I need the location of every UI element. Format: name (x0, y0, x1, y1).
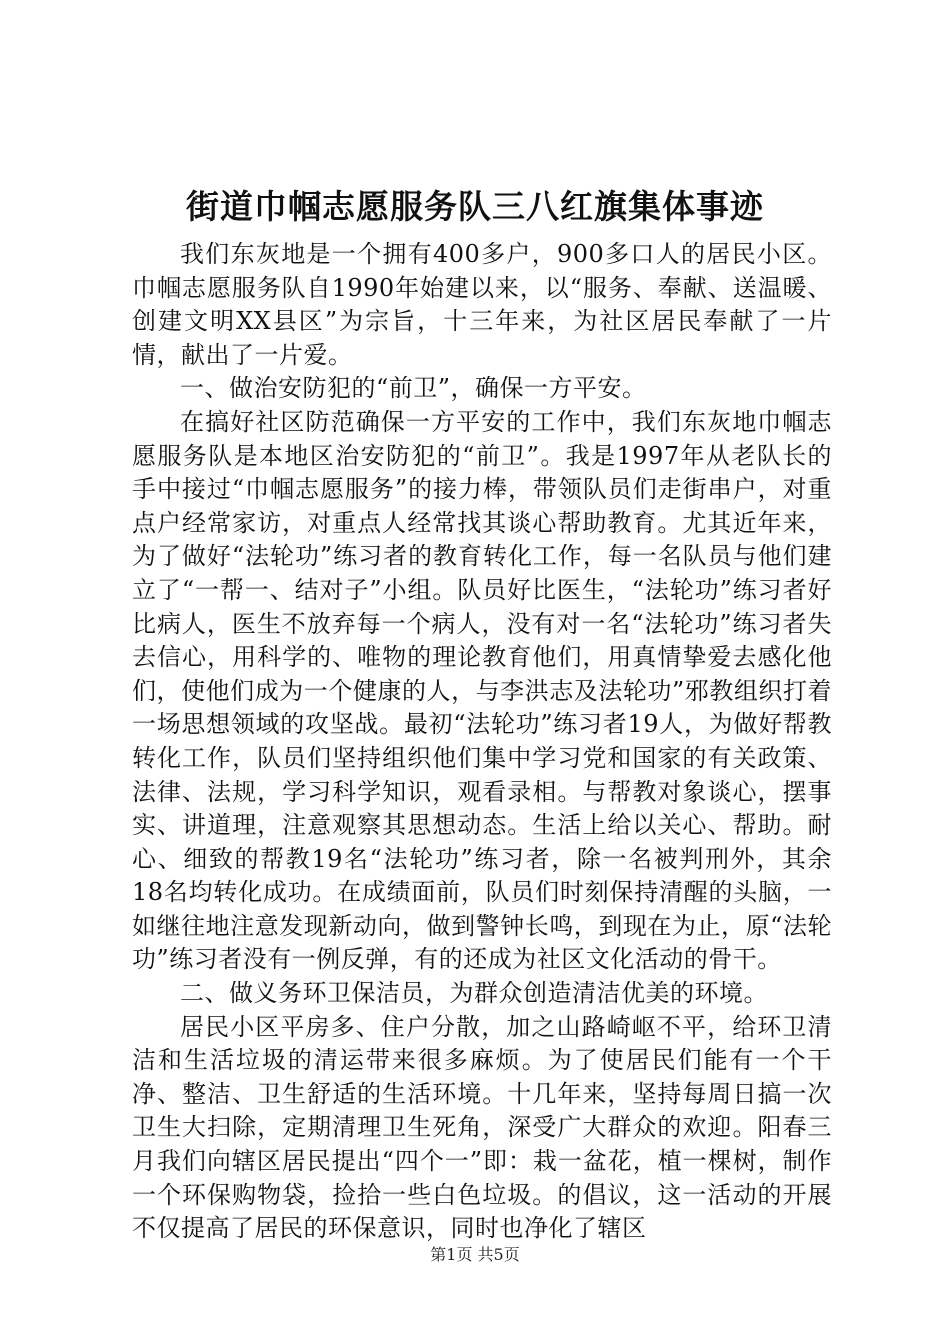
document-body (132, 238, 832, 1246)
paragraph-security: 在搞好社区防范确保一方平安的工作中，我们东灰地巾帼志愿服务队是本地区治安防犯的“前卫”。我是1997年从老队长的手中接过“巾帼志愿服务”的接力棒，带领队员们走街串户，对重点户经常家访，对重点人经常找其谈心帮助教育。尤其近年来，为了做好“法轮功”练习者的教育转化工作，每一名队员与他们建立了“一帮一、结对子”小组。队员好比医生，“法轮功”练习者好比病人，医生不放弃每一个病人，没有对一名“法轮功”练习者失去信心，用科学的、唯物的理论教育他们，用真情挚爱去感化他们，使他们成为一个健康的人，与李洪志及法轮功”邪教组织打着一场思想领域的攻坚战。最初“法轮功”练习者19人，为做好帮教转化工作，队员们坚持组织他们集中学习党和国家的有关政策、法律、法规，学习科学知识，观看录相。与帮教对象谈心，摆事实、讲道理，注意观察其思想动态。生活上给以关心、帮助。耐心、细致的帮教19名“法轮功”练习者，除一名被判刑外，其余18名均转化成功。在成绩面前，队员们时刻保持清醒的头脑，一如继往地注意发现新动向，做到警钟长鸣，到现在为止，原“法轮功”练习者没有一例反弹，有的还成为社区文化活动的骨干。 (132, 407, 832, 974)
paragraph-intro: 我们东灰地是一个拥有400多户，900多口人的居民小区。巾帼志愿服务队自1990年始建以来，以“服务、奉献、送温暖、创建文明XX县区”为宗旨，十三年来，为社区居民奉献了一片情，献出了一片爱。 (132, 240, 832, 369)
paragraph-sanitation: 居民小区平房多、住户分散，加之山路崎岖不平，给环卫清洁和生活垃圾的清运带来很多麻烦。为了使居民们能有一个干净、整洁、卫生舒适的生活环境。十几年来，坚持每周日搞一次卫生大扫除，定期清理卫生死角，深受广大群众的欢迎。阳春三月我们向辖区居民提出“四个一”即：栽一盆花，植一棵树，制作一个环保购物袋，捡拾一些白色垃圾。的倡议，这一活动的开展不仅提高了居民的环保意识，同时也净化了辖区 (132, 1012, 832, 1243)
section-heading-2: 二、做义务环卫保洁员，为群众创造清洁优美的环境。 (180, 979, 768, 1008)
document-title: 街道巾帼志愿服务队三八红旗集体事迹 (186, 187, 764, 226)
section-heading-1: 一、做治安防犯的“前卫”，确保一方平安。 (180, 374, 647, 403)
page-number-footer: 第1页 共5页 (430, 1245, 520, 1264)
